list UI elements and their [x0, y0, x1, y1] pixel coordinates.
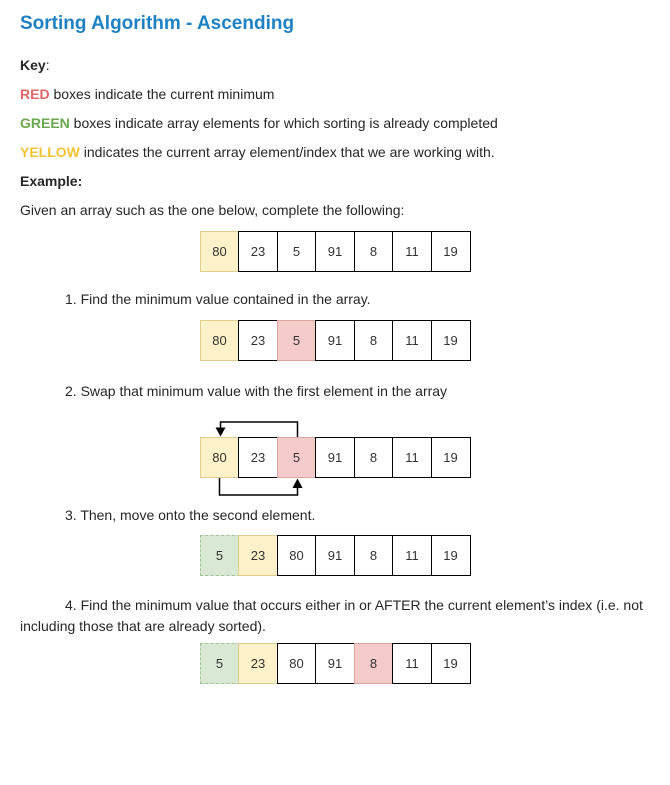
intro-text: Given an array such as the one below, complete the following: [20, 202, 405, 218]
legend-text-red: boxes indicate the current minimum [49, 86, 275, 102]
array-cell-plain: 8 [354, 437, 394, 478]
array-cell-yellow: 80 [200, 320, 240, 361]
key-label: Key [20, 57, 46, 73]
array-cell-plain: 11 [392, 231, 432, 272]
legend-term-green: GREEN [20, 115, 70, 131]
array-cell-plain: 80 [277, 643, 317, 684]
array-cell-red: 8 [354, 643, 394, 684]
array-cell-plain: 19 [431, 231, 471, 272]
step-3-text: 3. Then, move onto the second element. [65, 507, 316, 523]
array-cell-yellow: 80 [200, 231, 240, 272]
array-cell-plain: 8 [354, 231, 394, 272]
array-figure-step4 [200, 643, 471, 684]
array-cell-red: 5 [277, 437, 317, 478]
array-cell-plain: 91 [315, 535, 355, 576]
array-cell-red: 5 [277, 320, 317, 361]
array-cell-plain: 11 [392, 320, 432, 361]
swap-arrow-bottom [200, 478, 471, 501]
array-cell-plain: 11 [392, 643, 432, 684]
array-cell-plain: 8 [354, 320, 394, 361]
page-title: Sorting Algorithm - Ascending [20, 13, 295, 34]
array-figure-step2-swap [200, 437, 471, 478]
swap-arrow-top [200, 416, 471, 437]
step-2-text: 2. Swap that minimum value with the first element in the array [65, 383, 448, 399]
array-cell-green: 5 [200, 643, 240, 684]
legend-text-yellow: indicates the current array element/index that we are working with. [79, 144, 495, 160]
legend-term-red: RED [20, 86, 50, 102]
example-heading: Example: [20, 173, 83, 189]
legend-line-green [20, 114, 650, 132]
step-4-text: 4. Find the minimum value that occurs either in or AFTER the current element’s index (i.e. not including those that are already sorted). [20, 597, 643, 634]
array-cell-green: 5 [200, 535, 240, 576]
key-heading [20, 56, 650, 74]
array-cell-plain: 91 [315, 437, 355, 478]
legend-line-red [20, 85, 650, 103]
array-cell-plain: 11 [392, 437, 432, 478]
array-cell-plain: 91 [315, 643, 355, 684]
array-cell-plain: 23 [238, 231, 278, 272]
legend-line-yellow [20, 143, 650, 161]
key-colon: : [45, 57, 50, 73]
array-cell-plain: 80 [277, 535, 317, 576]
array-cell-plain: 23 [238, 320, 278, 361]
array-cell-plain: 91 [315, 231, 355, 272]
swap-figure [200, 437, 471, 478]
array-cell-plain: 19 [431, 535, 471, 576]
array-cell-yellow: 23 [238, 535, 278, 576]
array-cell-plain: 11 [392, 535, 432, 576]
array-cell-plain: 19 [431, 320, 471, 361]
array-cell-plain: 19 [431, 437, 471, 478]
array-cell-plain: 8 [354, 535, 394, 576]
array-figure-step1 [200, 320, 471, 361]
array-cell-plain: 5 [277, 231, 317, 272]
array-cell-plain: 19 [431, 643, 471, 684]
array-cell-yellow: 23 [238, 643, 278, 684]
array-figure-initial [200, 231, 471, 272]
step-1-text: 1. Find the minimum value contained in the array. [65, 291, 371, 307]
array-cell-plain: 23 [238, 437, 278, 478]
array-cell-yellow: 80 [200, 437, 240, 478]
legend-text-green: boxes indicate array elements for which sorting is already completed [69, 115, 498, 131]
array-cell-plain: 91 [315, 320, 355, 361]
legend-term-yellow: YELLOW [20, 144, 80, 160]
array-figure-step3 [200, 535, 471, 576]
